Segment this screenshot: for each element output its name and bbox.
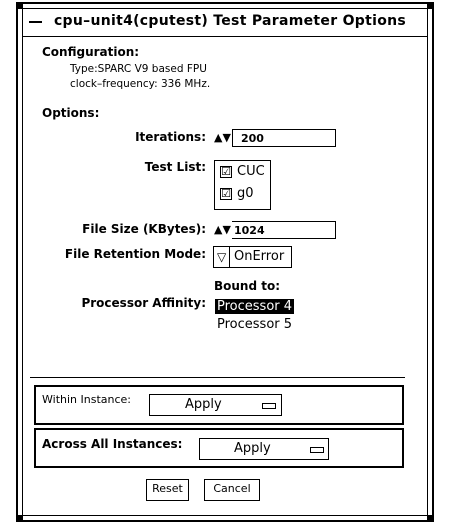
file-retention-label: File Retention Mode: (64, 247, 206, 261)
processor-5-item[interactable]: Processor 5 (217, 317, 293, 332)
within-instance-label: Within Instance: (42, 393, 131, 406)
file-retention-menu[interactable] (213, 246, 292, 268)
iterations-value: 200 (241, 132, 264, 145)
bound-to-label: Bound to: (214, 279, 281, 293)
menu-mark-icon (310, 447, 324, 453)
within-apply-label: Apply (185, 397, 222, 412)
frame-corner (427, 2, 434, 9)
cuc-label[interactable]: CUC (237, 164, 265, 179)
g0-checkbox[interactable]: ☑ (221, 187, 231, 200)
g0-label[interactable]: g0 (237, 186, 254, 201)
cancel-button[interactable]: Cancel (204, 479, 260, 501)
menu-triangle-icon: ▽ (217, 250, 227, 264)
across-instances-apply-button[interactable] (199, 438, 329, 460)
iterations-input[interactable] (232, 129, 336, 147)
menu-divider (229, 247, 230, 267)
frame-corner (427, 515, 434, 522)
menu-mark-icon (262, 403, 276, 409)
file-size-input[interactable] (232, 221, 336, 239)
across-instances-label: Across All Instances: (42, 437, 183, 451)
frame-corner (16, 515, 23, 522)
processor-affinity-label: Processor Affinity: (81, 296, 206, 310)
section-divider (30, 377, 405, 378)
file-size-value: 1024 (234, 224, 265, 237)
configuration-heading: Configuration: (42, 45, 140, 59)
cuc-checkbox[interactable]: ☑ (221, 165, 231, 178)
processor-4-item[interactable]: Processor 4 (217, 299, 293, 314)
reset-button[interactable]: Reset (146, 479, 189, 501)
test-list-label: Test List: (144, 160, 206, 174)
file-size-spin-arrows[interactable]: ▲▼ (214, 223, 231, 236)
iterations-label: Iterations: (135, 130, 206, 144)
window-title: cpu–unit4(cputest) Test Parameter Options (53, 13, 407, 29)
file-retention-value: OnError (234, 249, 285, 264)
file-size-label: File Size (KBytes): (82, 222, 206, 236)
frame-corner (16, 2, 23, 9)
across-apply-label: Apply (234, 441, 271, 456)
within-instance-apply-button[interactable] (149, 394, 282, 416)
config-type: Type:SPARC V9 based FPU (70, 63, 207, 75)
config-clock: clock–frequency: 336 MHz. (70, 78, 211, 90)
options-heading: Options: (42, 106, 100, 120)
iterations-spin-arrows[interactable]: ▲▼ (214, 131, 231, 144)
